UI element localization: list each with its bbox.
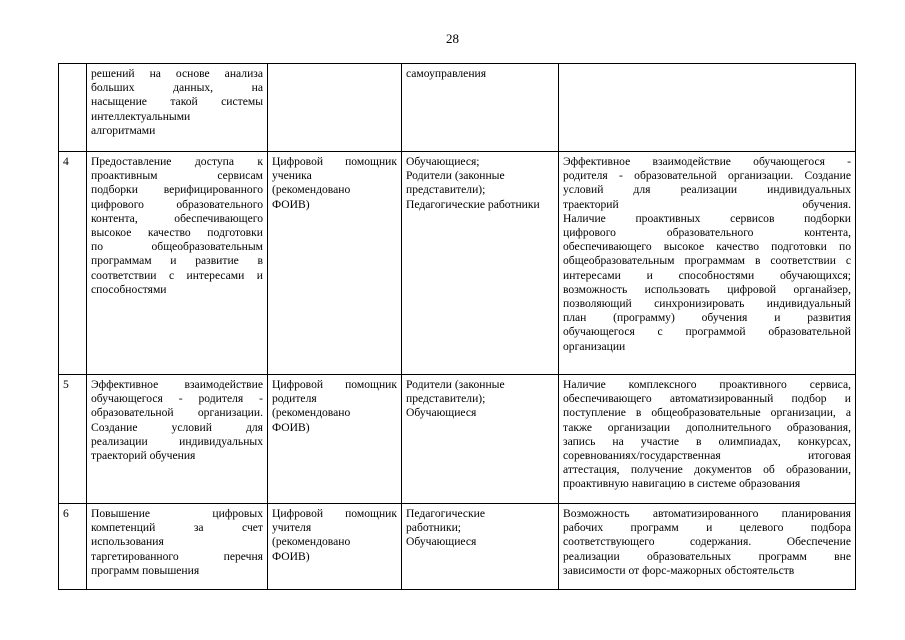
cell-line: обучающегося с программой образовательной — [563, 325, 851, 339]
task-cell — [87, 504, 268, 590]
effect-cell — [559, 152, 856, 375]
cell-line: родителя - образовательной организации. Создание — [563, 169, 851, 183]
effect-cell — [559, 64, 856, 152]
cell-line: (рекомендовано — [272, 535, 351, 549]
cell-line: Педагогические — [406, 507, 486, 520]
row-number-cell: 5 — [59, 375, 87, 504]
audience-cell — [402, 64, 559, 152]
cell-line: возможность использовать цифровой органайзер, — [563, 282, 851, 296]
tool-cell — [268, 152, 402, 375]
cell-line: Цифровой помощник — [272, 507, 397, 520]
cell-line: зависимости от форс-мажорных обстоятельств — [563, 563, 795, 577]
cell-line: компетенций за счет — [91, 521, 263, 535]
cell-line: соревнованиях/государственная итоговая — [563, 449, 851, 463]
table-row — [59, 64, 856, 152]
cell-line: ФОИВ) — [272, 197, 310, 211]
cell-line: высокое качество подготовки — [91, 226, 263, 240]
table-row — [59, 504, 856, 590]
cell-line: обучающегося - родителя - — [91, 392, 263, 406]
cell-line: программам и развитие в — [91, 254, 263, 268]
table-row — [59, 152, 856, 375]
cell-line: (рекомендовано — [272, 406, 351, 420]
cell-line: решений на основе анализа — [91, 67, 263, 80]
table-row — [59, 375, 856, 504]
cell-line: родителя — [272, 392, 317, 406]
row-number-cell: 6 — [59, 504, 87, 590]
cell-line: образовательной организации. — [91, 406, 263, 420]
cell-line: поступление в общеобразовательные организации, а — [563, 406, 851, 420]
cell-line: траекторий обучения. — [563, 197, 851, 211]
cell-line: интересами и способностями обучающихся; — [563, 268, 851, 282]
audience-cell — [402, 152, 559, 375]
cell-line: Создание условий для — [91, 420, 263, 434]
cell-line: рабочих программ и целевого подбора — [563, 521, 851, 535]
cell-line: реализации индивидуальных — [91, 434, 263, 448]
tool-cell — [268, 375, 402, 504]
cell-line: Родители (законные — [406, 169, 505, 183]
cell-line: больших данных, на — [91, 81, 263, 95]
cell-line: также организации дополнительного образования, — [563, 420, 851, 434]
cell-line: по общеобразовательным — [91, 240, 263, 254]
cell-line: таргетированного перечня — [91, 549, 263, 563]
cell-line: позволяющий синхронизировать индивидуальный — [563, 297, 851, 311]
cell-line: Эффективное взаимодействие — [91, 378, 263, 391]
cell-line: Предоставление доступа к — [91, 155, 263, 168]
cell-line: аттестация, получение документов об образовании, — [563, 463, 851, 477]
cell-line: Наличие комплексного проактивного сервиса, — [563, 378, 851, 391]
cell-line: Обучающиеся — [406, 535, 477, 549]
tool-cell — [268, 504, 402, 590]
cell-line: Цифровой помощник — [272, 155, 397, 168]
cell-line: использования — [91, 535, 164, 549]
cell-line: ФОИВ) — [272, 549, 310, 563]
cell-line: цифрового образовательного — [91, 197, 263, 211]
row-number-cell — [59, 64, 87, 152]
cell-line: Педагогические работники — [406, 197, 540, 211]
task-cell — [87, 375, 268, 504]
cell-line: реализации образовательных программ вне — [563, 549, 851, 563]
cell-line: организации — [563, 339, 626, 353]
cell-line: способностями — [91, 282, 167, 296]
cell-line: работники; — [406, 521, 462, 535]
cell-line: алгоритмами — [91, 123, 156, 137]
task-cell — [87, 152, 268, 375]
cell-line: проактивным сервисам — [91, 169, 263, 183]
cell-line: Цифровой помощник — [272, 378, 397, 391]
cell-line: самоуправления — [406, 67, 487, 80]
cell-line: цифрового образовательного контента, — [563, 226, 851, 240]
cell-line: обеспечивающего автоматизированный подбор и — [563, 392, 851, 406]
effect-cell — [559, 375, 856, 504]
cell-line: обеспечивающего высокое качество подготовки по — [563, 240, 851, 254]
cell-line: ФОИВ) — [272, 420, 310, 434]
cell-line: Обучающиеся; — [406, 155, 480, 168]
cell-line: (рекомендовано — [272, 183, 351, 197]
cell-line: условий для реализации индивидуальных — [563, 183, 851, 197]
cell-line: ученика — [272, 169, 312, 183]
cell-line: представители); — [406, 183, 486, 197]
cell-line: общеобразовательным программам в соответствии с — [563, 254, 851, 268]
cell-line: Родители (законные — [406, 378, 505, 391]
cell-line: траекторий обучения — [91, 449, 196, 463]
audience-cell — [402, 375, 559, 504]
cell-line: Эффективное взаимодействие обучающегося - — [563, 155, 851, 168]
page-number: 28 — [446, 31, 459, 46]
cell-line: соответствии с интересами и — [91, 268, 263, 282]
cell-line: запись на участие в олимпиадах, конкурсах, — [563, 434, 851, 448]
cell-line: Обучающиеся — [406, 406, 477, 420]
row-number-cell: 4 — [59, 152, 87, 375]
cell-line: Возможность автоматизированного планирования — [563, 507, 851, 520]
cell-line: интеллектуальными — [91, 109, 191, 123]
task-cell — [87, 64, 268, 152]
cell-line: соответствующего содержания. Обеспечение — [563, 535, 851, 549]
effect-cell — [559, 504, 856, 590]
cell-line: учителя — [272, 521, 312, 535]
cell-line: план (программу) обучения и развития — [563, 311, 851, 325]
cell-line: контента, обеспечивающего — [91, 211, 263, 225]
cell-line: представители); — [406, 392, 486, 406]
document-table — [58, 63, 856, 590]
cell-line: программ повышения — [91, 563, 200, 577]
cell-line: проактивную навигацию в системе образования — [563, 477, 801, 491]
cell-line: Повышение цифровых — [91, 507, 263, 520]
cell-line: насыщение такой системы — [91, 95, 263, 109]
cell-line: подборки верифицированного — [91, 183, 263, 197]
cell-line: Наличие проактивных сервисов подборки — [563, 211, 851, 225]
audience-cell — [402, 504, 559, 590]
tool-cell — [268, 64, 402, 152]
